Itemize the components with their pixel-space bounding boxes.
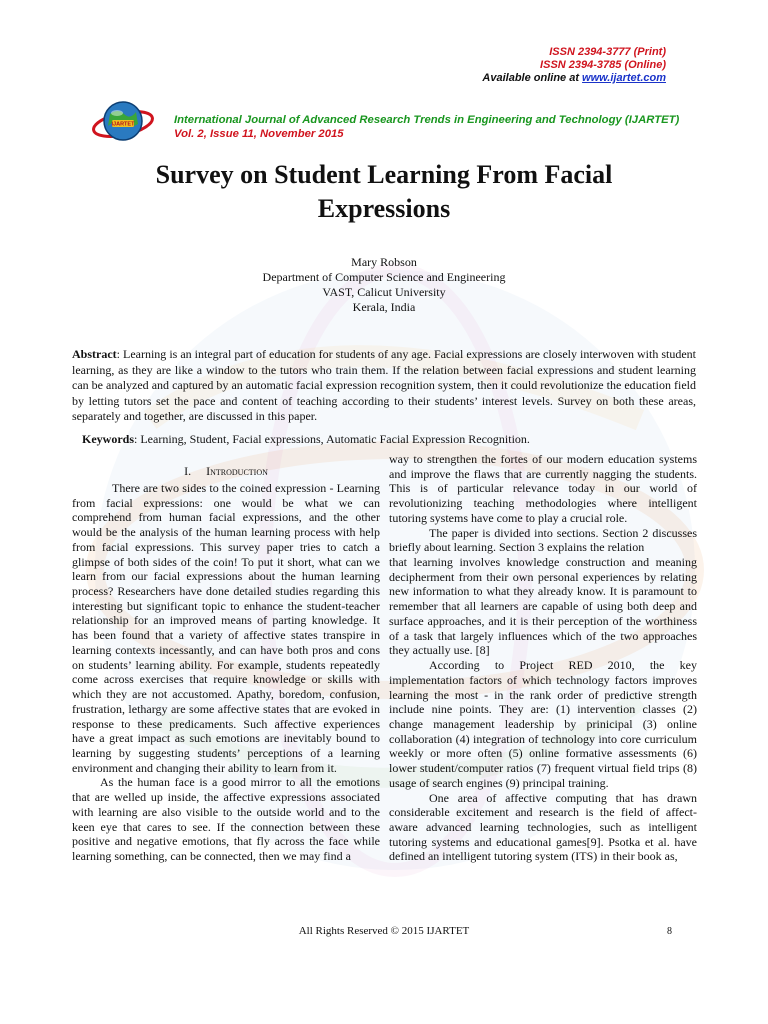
page-number: 8	[667, 926, 672, 937]
author-location: Kerala, India	[352, 300, 416, 314]
intro-paragraph-2: As the human face is a good mirror to all the emotions that are welled up inside, the affective expressions associated with learning are also visible to the outside world and to the keen eye that cares to see. If the connection between these positive and negative emotions, that fly across the face while learning something, can be connected, then we may find a	[72, 775, 380, 863]
author-institution: VAST, Calicut University	[322, 285, 446, 299]
keywords-text: : Learning, Student, Facial expressions, Automatic Facial Expression Recognition.	[134, 432, 530, 446]
right-paragraph-2: The paper is divided into sections. Section 2 discusses briefly about learning. Section 3 explains the relation	[389, 525, 697, 555]
keywords-label: Keywords	[82, 432, 134, 446]
right-paragraph-5: One area of affective computing that has drawn considerable excitement and research is the field of affect-aware advanced learning technologies, such as intelligent tutoring systems and educational games[9]. Psotka et al. have defined an intelligent tutoring system (ITS) in their book as,	[389, 790, 697, 864]
journal-logo	[90, 94, 156, 150]
issn-print: ISSN 2394-3777 (Print)	[549, 46, 666, 58]
abstract	[72, 347, 696, 425]
journal-volume: Vol. 2, Issue 11, November 2015	[174, 128, 344, 140]
author-block	[70, 255, 698, 315]
section-title: Introduction	[206, 464, 268, 478]
issn-block	[482, 46, 666, 85]
keywords	[82, 432, 696, 447]
left-column	[72, 452, 380, 864]
author-department: Department of Computer Science and Engineering	[262, 270, 506, 284]
right-paragraph-1: way to strengthen the fortes of our modern education systems and improve the flaws that are currently nagging the students. This is of particular relevance today in our world of revolutionizing teaching methodologies where intelligent tutoring systems have come to play a crucial role.	[389, 452, 697, 525]
title-line-1: Survey on Student Learning From Facial	[155, 160, 613, 189]
journal-name: International Journal of Advanced Research Trends in Engineering and Technology (IJARTET)	[174, 114, 680, 126]
intro-paragraph-1: There are two sides to the coined expression - Learning from facial expressions: one would be what we can comprehend from human facial expressions, and the other would be the analysis of the human learning process with help from facial expressions. This survey paper tries to catch a glimpse of both sides of the coin! To put it short, what can we learn from our facial expressions about the human learning process? Researchers have done detailed studies regarding this interesting but significant topic to enhance the student-teacher relationship for an improved means of parting knowledge. It has been found that a variety of affective states transpire in learning contexts incessantly, and can have both pros and cons on students’ learning ability. For example, students repeatedly come across exercises that require knowledge or skills with which they are not accustomed. Apathy, boredom, confusion, frustration, lethargy are some affective states that are evoked in response to these predicaments. Such affective experiences have a great impact as such emotions are inevitably bound to learning by suggesting students’ perceptions of a learning environment and changing their ability to learn from it.	[72, 481, 380, 775]
journal-website-link[interactable]: www.ijartet.com	[582, 72, 666, 84]
section-number: I.	[184, 464, 192, 478]
paper-title	[70, 158, 698, 226]
svg-text:IJARTET: IJARTET	[111, 121, 135, 128]
author-name: Mary Robson	[351, 255, 417, 269]
section-heading-introduction	[72, 464, 380, 478]
right-paragraph-3: that learning involves knowledge construction and meaning decipherment from their own personal experiences by relating new information to what they already know. It is paramount to remember that all learners are capable of using both deep and surface approaches, and it is their perception of the worthiness of a task that largely influences which of the two approaches they actually use. [8]	[389, 555, 697, 658]
footer-copyright: All Rights Reserved © 2015 IJARTET	[298, 925, 470, 937]
title-line-2: Expressions	[317, 194, 451, 223]
abstract-text: : Learning is an integral part of education for students of any age. Facial expressions are closely interwoven with student learning, as they are like a window to the tutors who train them. If the relation between facial expressions and student learning can be analyzed and captured by an automatic facial expression recognition system, then it could revolutionize the education field by letting tutors set the pace and content of teaching according to their students’ interest levels. Survey on both these areas, separately and together, are discussed in this paper.	[72, 347, 696, 423]
available-online	[482, 72, 666, 85]
available-online-label: Available online at	[482, 72, 583, 84]
journal-info	[174, 113, 679, 141]
right-column	[389, 452, 697, 864]
abstract-label: Abstract	[72, 347, 117, 361]
right-paragraph-4: According to Project RED 2010, the key implementation factors of which technology factors improves learning the most - in the rank order of predictive strength include nine points. They are: (1) intervention classes (2) change management leadership by prinicipal (3) online collaboration (4) integration of technology into core curriculum weekly or more often (5) online formative assessments (6) lower student/computer ratios (7) frequent virtual field trips (8) usage of search engines (9) principal training.	[389, 658, 697, 790]
issn-online: ISSN 2394-3785 (Online)	[540, 59, 666, 71]
